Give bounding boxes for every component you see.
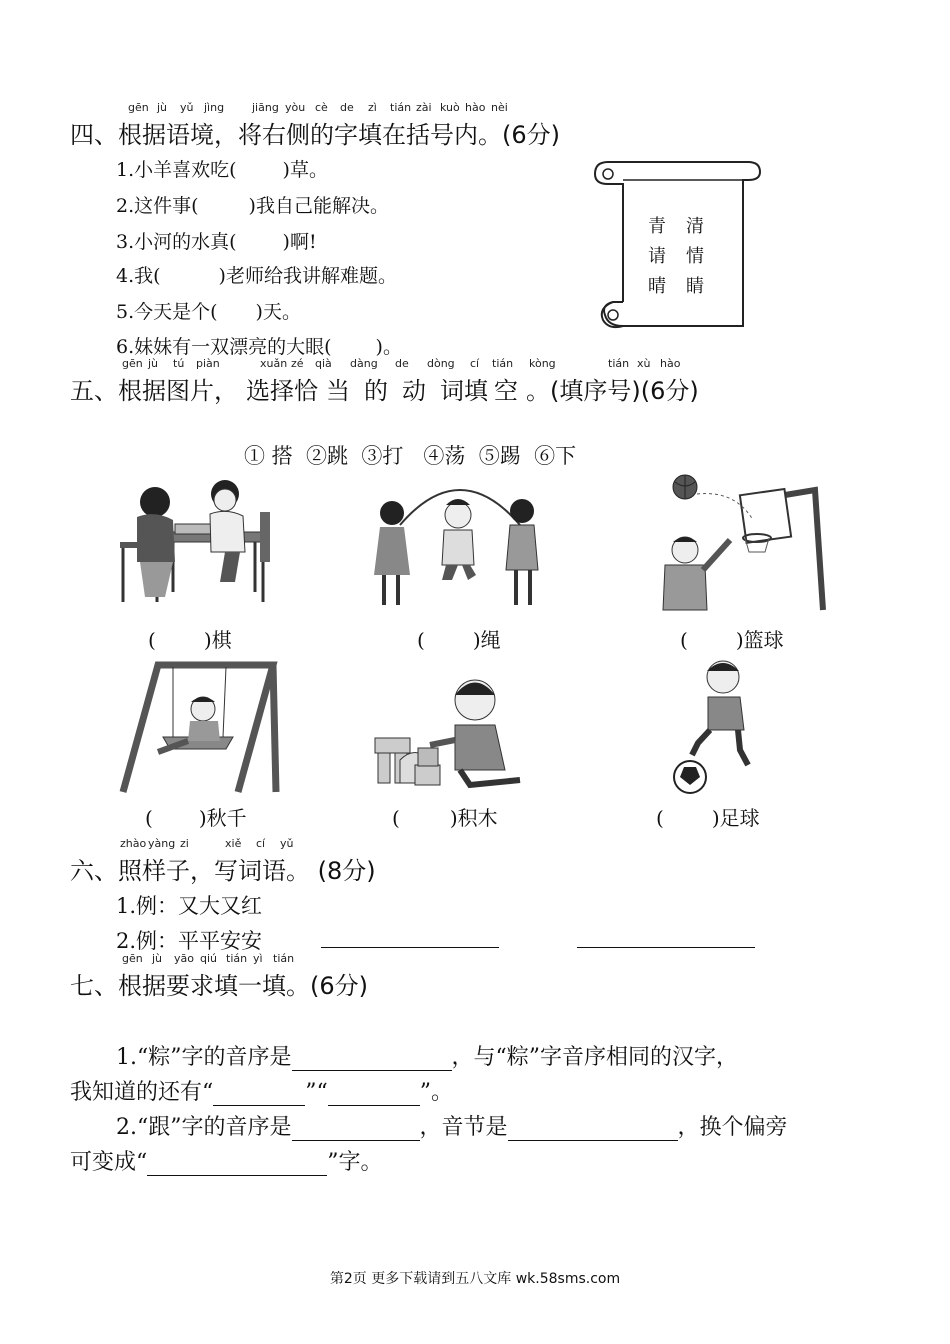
answer-line[interactable] [508,1120,678,1141]
pinyin: zi [180,837,189,850]
pinyin: hào [465,101,486,114]
pinyin: zài [416,101,432,114]
pinyin: dàng [350,357,378,370]
answer-line[interactable] [328,1085,420,1106]
caption: ( )积木 [392,806,498,830]
footer: 第2页 更多下载请到五八文库 wk.58sms.com [329,1271,621,1287]
answer-line[interactable] [292,1050,452,1071]
pinyin: xiě [225,837,242,850]
pinyin: jù [152,952,163,965]
section6-title: 六、照样子，写词语。 (8分) [70,857,376,885]
section4-title: 四、根据语境，将右侧的字填在括号内。(6分) [70,121,560,149]
pinyin: tián [608,357,630,370]
section7-q1-line1: 1.“粽”字的音序是 ，与“粽”字音序相同的汉字， [116,1045,738,1070]
pinyin: tián [273,952,295,965]
section7-q2-line2: 可变成“ ”字。 [70,1150,383,1175]
pinyin: piàn [196,357,220,370]
pinyin: qiú [200,952,218,965]
pinyin: tián [390,101,412,114]
pinyin: zé [291,357,304,370]
scroll-char: 请 [648,246,666,267]
section4-item: 5.今天是个( )天。 [116,301,301,323]
scroll-char: 情 [686,246,704,267]
section4-item: 4.我( )老师给我讲解难题。 [116,265,397,287]
pinyin: hào [660,357,681,370]
section7-title: 七、根据要求填一填。(6分) [70,972,368,1000]
section6-example-2: 2.例：平平安安 [116,929,263,953]
pinyin: yǔ [180,101,194,114]
section6-example-1: 1.例：又大又红 [116,894,263,918]
answer-line[interactable] [147,1155,327,1176]
section7-q2-line1: 2.“跟”字的音序是 ，音节是 ，换个偏旁 [116,1115,788,1140]
pinyin: kòng [529,357,556,370]
pinyin: tú [173,357,185,370]
scroll-char: 晴 [648,276,666,297]
pinyin: cè [315,101,328,114]
answer-line[interactable] [213,1085,305,1106]
pinyin: jìng [204,101,225,114]
pinyin: jiāng [252,101,279,114]
scroll-icon [583,150,763,335]
pinyin: xuǎn [260,357,288,370]
pinyin: yāo [174,952,194,965]
caption: ( )篮球 [680,628,784,652]
answer-line[interactable] [321,927,499,948]
scroll-char: 清 [686,216,704,237]
chess-picture [115,472,280,607]
pinyin: nèi [491,101,508,114]
pinyin: yǔ [280,837,294,850]
pinyin: yòu [285,101,306,114]
pinyin: dòng [427,357,455,370]
pinyin: cí [470,357,480,370]
pinyin: gēn [128,101,149,114]
caption: ( )绳 [417,628,501,652]
pinyin: yì [253,952,263,965]
section5-title: 五、根据图片， 选择恰 当 的 动 词填 空 。(填序号)(6分) [70,377,699,405]
scroll-char: 青 [648,216,666,237]
section7-q1-line2: 我知道的还有“ ”“ ”。 [70,1080,453,1105]
pinyin: jù [148,357,159,370]
pinyin: tián [226,952,248,965]
answer-line[interactable] [292,1120,420,1141]
pinyin: yàng [148,837,176,850]
pinyin: jù [157,101,168,114]
basketball-picture [655,470,830,615]
caption: ( )秋千 [145,806,247,830]
pinyin: kuò [440,101,460,114]
section5-options: ① 搭 ②跳 ③打 ④荡 ⑤踢 ⑥下 [244,444,577,468]
section4-item: 2.这件事( )我自己能解决。 [116,195,389,217]
section4-item: 3.小河的水真( )啊! [116,231,317,253]
section4-item: 1.小羊喜欢吃( )草。 [116,159,328,181]
pinyin: cí [256,837,266,850]
section4-item: 6.妹妹有一双漂亮的大眼( )。 [116,336,402,358]
swing-picture [118,657,283,797]
pinyin: zhào [120,837,147,850]
pinyin: de [340,101,354,114]
jump-rope-picture [370,475,550,613]
caption: ( )棋 [148,628,232,652]
football-picture [668,655,768,795]
answer-line[interactable] [577,927,755,948]
pinyin: zì [368,101,377,114]
caption: ( )足球 [656,806,760,830]
pinyin: gēn [122,357,143,370]
pinyin: tián [492,357,514,370]
pinyin: xù [637,357,651,370]
scroll-char: 睛 [686,276,704,297]
pinyin: gēn [122,952,143,965]
blocks-picture [370,670,530,790]
pinyin: de [395,357,409,370]
pinyin: qià [315,357,332,370]
